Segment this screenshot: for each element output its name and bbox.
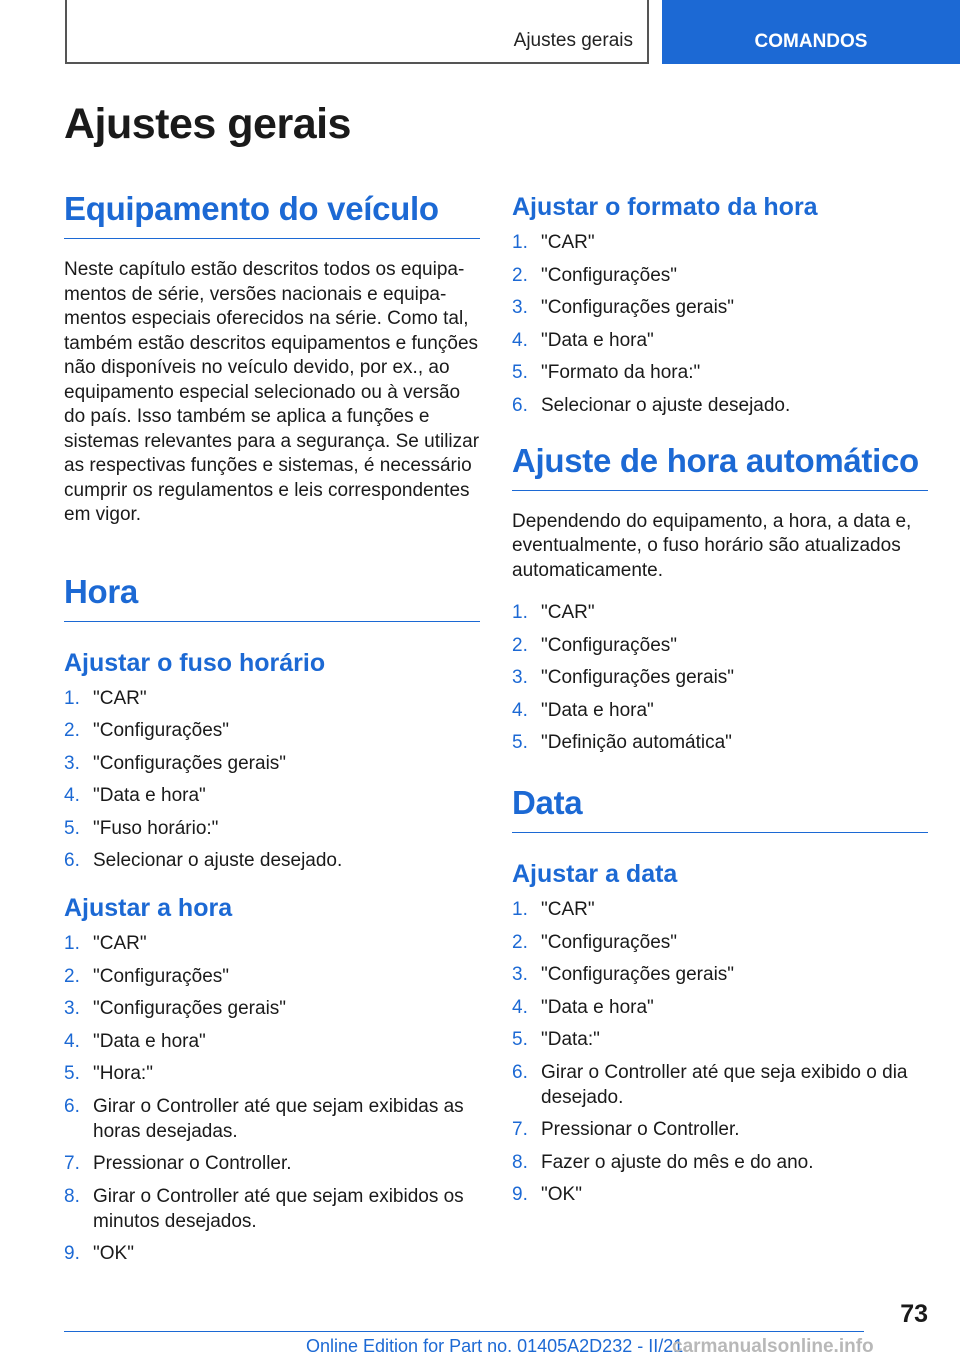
- step-text: "Formato da hora:": [541, 362, 701, 383]
- step-text: Girar o Controller até que sejam exibidas as horas desejadas.: [93, 1095, 464, 1142]
- step-number: 4.: [512, 996, 528, 1018]
- step-item: [64, 848, 480, 873]
- equipamento-paragraph: Neste capítulo estão descritos todos os equipamentos de série, versões nacionais e equipamentos especiais oferecidos na série. Como tal, também estão descritos equipamentos e funções não disponíveis no veículo devido, por ex., ao equipamento especial selecionado ou à versão do país. Isso também se aplica a funções e sistemas relevantes para a segurança. Se utilizar as respectivas funções e sistemas, é necessário cumprir os regulamentos e leis correspondentes em vigor.: [64, 259, 480, 525]
- step-number: 5.: [64, 817, 80, 839]
- step-number: 5.: [512, 362, 528, 383]
- step-item: [512, 1027, 928, 1052]
- step-item: [512, 995, 928, 1020]
- step-item: [64, 1029, 480, 1054]
- step-item: [512, 230, 928, 255]
- step-list: [512, 230, 928, 418]
- step-number: 1.: [512, 602, 528, 623]
- step-item: [64, 964, 480, 989]
- step-list: [64, 686, 480, 874]
- step-number: 1.: [64, 687, 80, 709]
- step-list: [512, 600, 928, 755]
- step-number: 7.: [512, 1119, 528, 1140]
- step-text: "Configurações gerais": [541, 667, 735, 688]
- step-text: "Configurações gerais": [93, 998, 287, 1019]
- right-column: [512, 190, 928, 1215]
- step-item: [512, 962, 928, 987]
- header-section-label: Ajustes gerais: [513, 30, 633, 51]
- step-item: [512, 930, 928, 955]
- step-number: 4.: [512, 329, 528, 351]
- step-item: [512, 665, 928, 690]
- step-item: [512, 295, 928, 320]
- step-item: [512, 360, 928, 385]
- step-item: [512, 1060, 928, 1110]
- step-text: "Configurações": [93, 965, 230, 987]
- step-item: [64, 1094, 480, 1144]
- section-heading-data: Data: [512, 784, 928, 833]
- step-text: Pressionar o Controller.: [93, 1153, 292, 1174]
- step-text: "Configurações": [541, 264, 678, 286]
- step-text: "OK": [93, 1243, 134, 1264]
- step-item: [512, 633, 928, 658]
- step-item: [512, 1182, 928, 1207]
- step-number: 3.: [512, 667, 528, 688]
- step-text: Girar o Controller até que sejam exibidos os minutos desejados.: [93, 1185, 464, 1232]
- ajuste-automatico-paragraph: Dependendo do equipamento, a hora, a data e, eventualmente, o fuso horário são atualizados automaticamente.: [512, 510, 912, 581]
- watermark-logo: carmanualsonline.info: [672, 1336, 874, 1357]
- step-number: 7.: [64, 1153, 80, 1174]
- step-item: [64, 996, 480, 1021]
- step-item: [64, 718, 480, 743]
- step-text: "Configurações gerais": [93, 752, 287, 774]
- footer-edition: Online Edition for Part no. 01405A2D232 - II/21: [306, 1336, 684, 1356]
- step-number: 9.: [64, 1243, 80, 1264]
- step-number: 2.: [512, 931, 528, 953]
- step-item: [512, 698, 928, 723]
- step-list: [512, 897, 928, 1207]
- step-number: 6.: [512, 394, 528, 416]
- step-item: [64, 686, 480, 711]
- step-number: 1.: [512, 899, 528, 920]
- subheading-formato-hora: Ajustar o formato da hora: [512, 193, 818, 221]
- step-text: "OK": [541, 1184, 582, 1205]
- step-item: [512, 600, 928, 625]
- step-text: "Configurações": [541, 634, 678, 656]
- step-text: Selecionar o ajuste desejado.: [541, 394, 791, 416]
- step-text: "Configurações gerais": [541, 297, 735, 318]
- section-heading-equipamento: Equipamento do veículo: [64, 190, 480, 239]
- step-text: "CAR": [541, 602, 595, 623]
- left-column: [64, 190, 480, 1274]
- step-text: Pressionar o Controller.: [541, 1119, 740, 1140]
- step-number: 2.: [512, 264, 528, 286]
- step-number: 2.: [64, 965, 80, 987]
- step-number: 2.: [512, 634, 528, 656]
- step-text: "Data:": [541, 1029, 600, 1050]
- step-item: [512, 328, 928, 353]
- step-item: [512, 263, 928, 288]
- step-text: Selecionar o ajuste desejado.: [93, 850, 343, 871]
- step-text: Fazer o ajuste do mês e do ano.: [541, 1151, 814, 1173]
- subheading-fuso-horario: Ajustar o fuso horário: [64, 648, 326, 677]
- step-text: Girar o Controller até que seja exibido o dia desejado.: [541, 1061, 908, 1108]
- step-number: 1.: [512, 232, 528, 253]
- step-number: 3.: [64, 998, 80, 1019]
- step-number: 3.: [512, 297, 528, 318]
- step-number: 3.: [64, 752, 80, 774]
- step-text: "Fuso horário:": [93, 817, 219, 839]
- step-number: 9.: [512, 1184, 528, 1205]
- step-item: [512, 897, 928, 922]
- step-number: 2.: [64, 720, 80, 741]
- step-item: [512, 1117, 928, 1142]
- step-number: 6.: [64, 850, 80, 871]
- step-number: 1.: [64, 933, 80, 954]
- step-number: 5.: [64, 1063, 80, 1084]
- step-item: [64, 931, 480, 956]
- step-item: [64, 783, 480, 808]
- step-number: 3.: [512, 964, 528, 985]
- step-item: [64, 1061, 480, 1086]
- step-number: 6.: [512, 1061, 528, 1083]
- step-number: 6.: [64, 1095, 80, 1117]
- step-number: 8.: [64, 1185, 80, 1207]
- step-item: [64, 751, 480, 776]
- subheading-ajustar-hora: Ajustar a hora: [64, 894, 233, 922]
- page-title: Ajustes gerais: [64, 100, 351, 148]
- step-number: 5.: [512, 732, 528, 753]
- header-frame: [65, 0, 649, 64]
- step-text: "CAR": [541, 899, 595, 920]
- subheading-ajustar-data: Ajustar a data: [512, 860, 678, 888]
- step-text: "Data e hora": [93, 1030, 206, 1052]
- page-number: 73: [900, 1300, 928, 1328]
- section-heading-hora: Hora: [64, 573, 480, 622]
- step-text: "Configurações": [93, 720, 230, 741]
- step-text: "Data e hora": [93, 785, 206, 806]
- step-item: [64, 1151, 480, 1176]
- step-item: [64, 1241, 480, 1266]
- step-item: [512, 1150, 928, 1175]
- step-text: "Data e hora": [541, 996, 654, 1018]
- step-number: 5.: [512, 1029, 528, 1050]
- step-item: [64, 1184, 480, 1234]
- step-number: 4.: [64, 785, 80, 806]
- step-text: "Data e hora": [541, 699, 654, 721]
- step-text: "CAR": [93, 687, 147, 709]
- step-text: "Data e hora": [541, 329, 654, 351]
- step-number: 4.: [512, 699, 528, 721]
- step-text: "Hora:": [93, 1063, 153, 1084]
- step-text: "Definição automática": [541, 732, 732, 753]
- step-text: "CAR": [541, 232, 595, 253]
- step-text: "Configurações gerais": [541, 964, 735, 985]
- step-item: [512, 393, 928, 418]
- step-text: "CAR": [93, 933, 147, 954]
- footer-rule: [64, 1331, 864, 1332]
- step-list: [64, 931, 480, 1266]
- step-item: [512, 730, 928, 755]
- step-number: 4.: [64, 1030, 80, 1052]
- step-text: "Configurações": [541, 931, 678, 953]
- step-number: 8.: [512, 1151, 528, 1173]
- step-item: [64, 816, 480, 841]
- header-chapter-tab: COMANDOS: [662, 0, 960, 64]
- section-heading-ajuste-automatico: Ajuste de hora automático: [512, 442, 928, 491]
